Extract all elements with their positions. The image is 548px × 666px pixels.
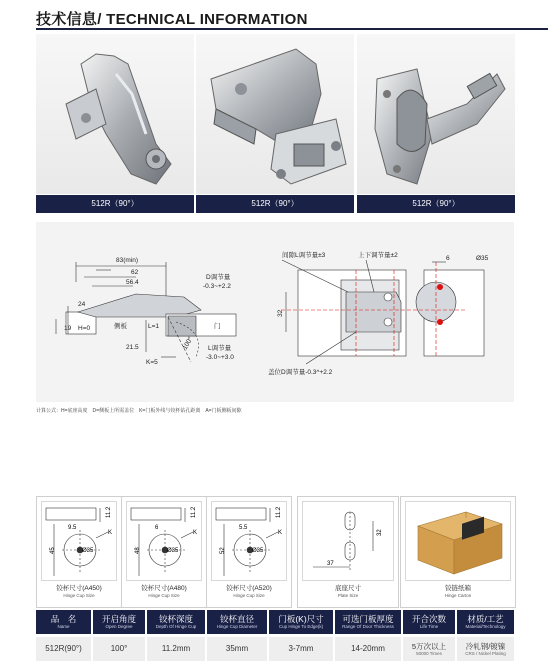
spec-header-cn: 开合次数 <box>411 614 446 624</box>
spec-header-angle <box>93 610 145 634</box>
cup-size-card-a480 <box>121 496 207 608</box>
spec-header-cn: 铰杯直径 <box>219 614 254 624</box>
page-title: 技术信息/ TECHNICAL INFORMATION <box>36 11 308 28</box>
d-adjust-range: -0.3~+2.2 <box>203 283 231 290</box>
spec-header-en: Material/Technology <box>465 624 506 629</box>
k-label: K=5 <box>146 359 158 366</box>
spec-header-cn: 可选门板厚度 <box>342 614 394 624</box>
photo-caption-1: 512R（90°） <box>36 195 194 213</box>
carton-photo <box>405 501 511 581</box>
l-label: L=1 <box>148 323 160 330</box>
a450-d3: 45 <box>50 547 56 554</box>
hinge-carton-card <box>400 496 516 608</box>
material-value-en: CRS / Nickel Plating <box>465 651 506 656</box>
a480-d2: 11.2 <box>191 506 197 518</box>
spec-header-en: Cup Hinge To Edge(k) <box>278 624 324 629</box>
spec-header-thickness <box>335 610 401 634</box>
spec-header-cn: 铰杯深度 <box>158 614 193 624</box>
spec-header-en: Open Degree <box>105 624 133 629</box>
door-label: 门 <box>214 323 221 330</box>
card-label-a480: 铰杯尺寸(A480) <box>141 585 187 592</box>
hinge-photo-2 <box>196 34 354 194</box>
card-label-plate: 底座尺寸 <box>335 585 361 592</box>
spec-header-en: Depth Of Hinge Cup <box>155 624 197 629</box>
a450-k: K <box>108 530 113 536</box>
hinge-photo-1 <box>36 34 194 194</box>
dia-35: Ø35 <box>476 255 489 262</box>
dim-19: 19 <box>64 325 72 332</box>
spec-header-cn: 材质/工艺 <box>467 614 504 624</box>
card-label-a520: 铰杯尺寸(A520) <box>226 585 272 592</box>
spec-header-en: Name <box>57 624 70 629</box>
dim-32: 32 <box>277 309 284 317</box>
spec-header-name <box>36 610 91 634</box>
cup-size-card-a450 <box>36 496 122 608</box>
card-sublabel-a450: Hinge Cup Size <box>63 593 95 598</box>
spec-header-diameter <box>207 610 267 634</box>
a450-dia: Ø35 <box>82 548 94 554</box>
plate-d1: 32 <box>377 529 383 536</box>
spec-value-name: 512R(90°) <box>36 637 91 661</box>
plate-d2: 37 <box>327 561 334 567</box>
spec-header-cn: 开启角度 <box>101 614 136 624</box>
dim-83: 83(min) <box>116 257 139 264</box>
spec-header-k <box>269 610 333 634</box>
spec-value-life <box>403 637 455 661</box>
photo-caption-2: 512R（90°） <box>196 195 354 213</box>
a450-d1: 9.5 <box>68 525 77 531</box>
dim-100: 100° <box>181 335 195 351</box>
dim-56: 56.4 <box>126 279 139 286</box>
dim-62: 62 <box>131 269 139 276</box>
a520-k: K <box>278 530 283 536</box>
life-value: 5万次以上 <box>411 642 447 651</box>
a480-d1: 6 <box>155 525 159 531</box>
plate-size-card <box>297 496 399 608</box>
depth-adjust-label: 盖位D调节量-0.3^+2.2 <box>268 369 333 376</box>
side-panel-label: 侧板 <box>114 323 127 330</box>
material-value: 冷轧钢/镀镍 <box>465 642 506 651</box>
spec-header-en: Life Time <box>419 624 439 629</box>
formula-note: 计算公式：H=底座高度 D=侧板上所需盖位 K=门板外线与铰杯钻孔距离 A=门板侧板间隙 <box>36 408 242 414</box>
a480-dia: Ø35 <box>167 548 179 554</box>
spec-value-diameter: 35mm <box>207 637 267 661</box>
a520-dia: Ø35 <box>252 548 264 554</box>
gap-adjust-label: 间隙L调节量±3 <box>282 252 326 259</box>
cup-drawing-a480 <box>126 501 202 581</box>
title-divider <box>36 28 548 30</box>
card-sublabel-carton: Hinge Carton <box>444 593 472 598</box>
card-label-carton: 铰链纸箱 <box>445 585 471 592</box>
cup-size-card-a520 <box>206 496 292 608</box>
l-adjust-range: -3.0~+3.0 <box>206 354 234 361</box>
spec-header-material <box>457 610 514 634</box>
spec-value-depth: 11.2mm <box>147 637 205 661</box>
spec-value-material <box>457 637 514 661</box>
card-label-a450: 铰杯尺寸(A450) <box>56 585 102 592</box>
spec-header-cn: 门板(K)尺寸 <box>278 614 324 624</box>
dim-24: 24 <box>78 301 86 308</box>
spec-header-cn: 品 名 <box>50 614 77 624</box>
spec-value-k: 3-7mm <box>269 637 333 661</box>
cup-drawing-a450 <box>41 501 117 581</box>
cup-drawing-a520 <box>211 501 287 581</box>
a520-d1: 5.5 <box>239 525 248 531</box>
card-sublabel-a480: Hinge Cup Size <box>148 593 180 598</box>
a480-d3: 48 <box>135 547 141 554</box>
a520-d3: 52 <box>220 547 226 554</box>
dim-6: 6 <box>446 255 450 262</box>
installation-diagram <box>36 222 514 402</box>
spec-value-angle: 100° <box>93 637 145 661</box>
a450-d2: 11.2 <box>106 506 112 518</box>
a480-k: K <box>193 530 198 536</box>
spec-header-depth <box>147 610 205 634</box>
spec-header-en: Hinge Cup Diameter <box>216 624 258 629</box>
updown-adjust-label: 上下调节量±2 <box>358 252 398 259</box>
hinge-photo-3 <box>357 34 515 194</box>
dim-21: 21.5 <box>126 344 139 351</box>
spec-header-life <box>403 610 455 634</box>
h-label: H=0 <box>78 325 91 332</box>
d-adjust-label: D调节量 <box>206 274 231 281</box>
card-sublabel-a520: Hinge Cup Size <box>233 593 265 598</box>
card-sublabel-plate: Plate Size <box>337 593 359 598</box>
spec-header-en: Range Of Door Thickness <box>342 624 394 629</box>
photo-caption-3: 512R（90°） <box>357 195 515 213</box>
life-value-en: 50000 Times <box>416 651 442 656</box>
plate-drawing <box>302 501 394 581</box>
l-adjust-label: L调节量 <box>208 345 232 352</box>
a520-d2: 11.2 <box>276 506 282 518</box>
spec-value-thickness: 14-20mm <box>335 637 401 661</box>
